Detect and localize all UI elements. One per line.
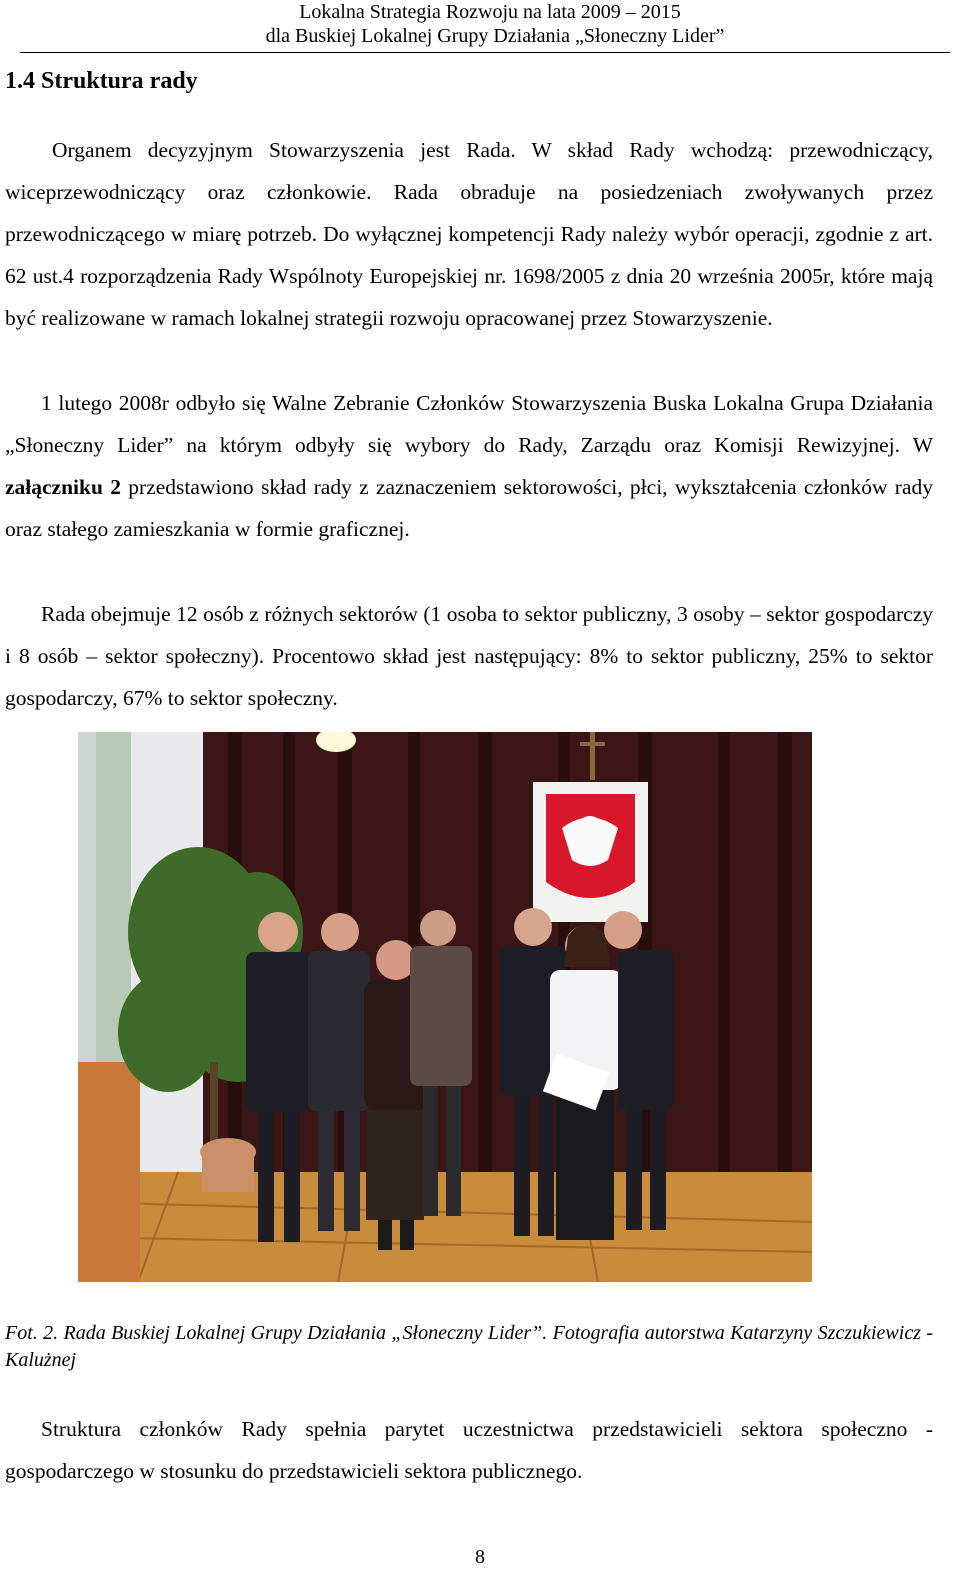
paragraph-composition: Rada obejmuje 12 osób z różnych sektorów (1 osoba to sektor publiczny, 3 osoby – sektor gospodarczy i 8 osób – sektor społeczny). Procentowo skład jest następujący: 8% to sektor publiczny, 25% to sektor gospodarczy, 67% to sektor społeczny. (5, 602, 933, 710)
paragraph-election (5, 382, 933, 550)
figure-caption: Fot. 2. Rada Buskiej Lokalnej Grupy Działania „Słoneczny Lider”. Fotografia autorstwa Katarzyny Szczukiewicz - Kalużnej (5, 1322, 933, 1371)
paragraph-election-text-1: 1 lutego 2008r odbyło się Walne Zebranie Członków Stowarzyszenia Buska Lokalna Grupa Działania „Słoneczny Lider” na którym odbyły się wybory do Rady, Zarządu oraz Komisji Rewizyjnej. W (5, 391, 933, 457)
paragraph-parity: Struktura członków Rady spełnia parytet uczestnictwa przedstawicieli sektora społeczno - gospodarczego w stosunku do przedstawicieli sektora publicznego. (5, 1417, 933, 1483)
council-group-photo (78, 732, 812, 1282)
attachment-reference: załączniku 2 (5, 475, 121, 499)
paragraph-election-text-2: przedstawiono skład rady z zaznaczeniem sektorowości, płci, wykształcenia członków rady oraz stałego zamieszkania w formie graficznej. (5, 475, 933, 541)
section-title: 1.4 Struktura rady (5, 68, 198, 94)
page-header (20, 0, 950, 53)
header-line-2: dla Buskiej Lokalnej Grupy Działania „Słoneczny Lider” (265, 25, 725, 47)
paragraph-council-role: Organem decyzyjnym Stowarzyszenia jest Rada. W skład Rady wchodzą: przewodniczący, wiceprzewodniczący oraz członkowie. Rada obraduje na posiedzeniach zwoływanych przez przewodniczącego w miarę potrzeb. Do wyłącznej kompetencji Rady należy wybór operacji, zgodnie z art. 62 ust.4 rozporządzenia Rady Wspólnoty Europejskiej nr. 1698/2005 z dnia 20 września 2005r, które mają być realizowane w ramach lokalnej strategii rozwoju opracowanej przez Stowarzyszenie. (5, 138, 933, 330)
header-line-1: Lokalna Strategia Rozwoju na lata 2009 – 2015 (299, 1, 681, 23)
page-number: 8 (475, 1546, 485, 1568)
